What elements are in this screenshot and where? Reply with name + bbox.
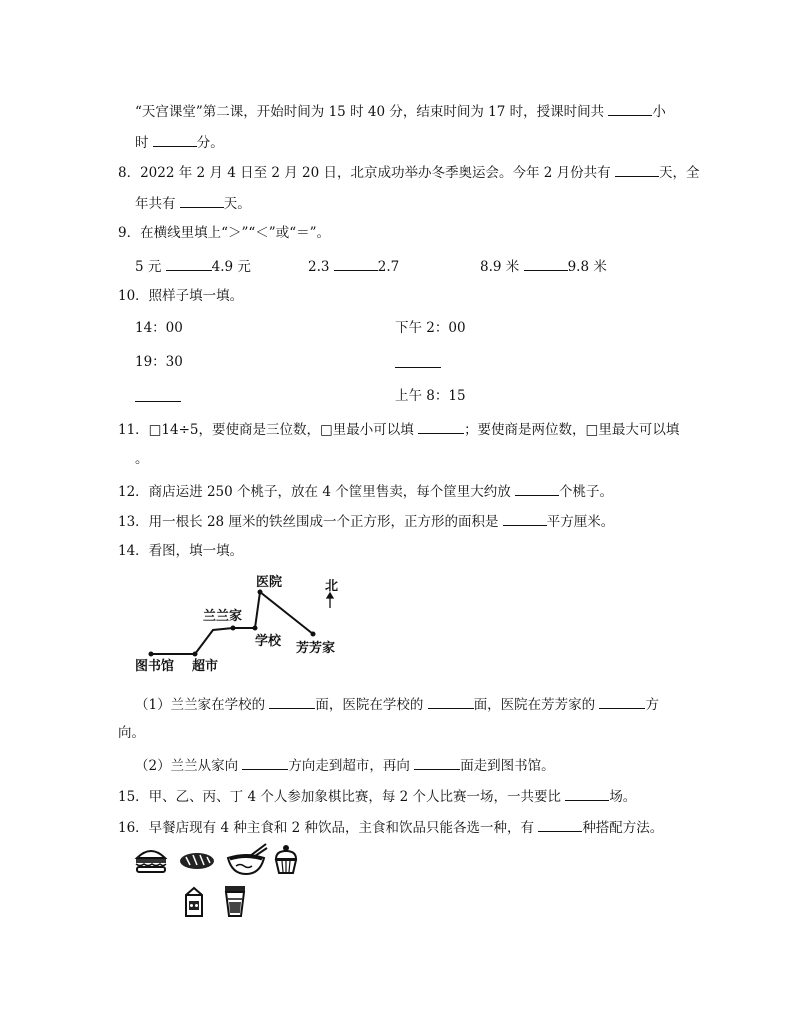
q13-text: 13．用一根长 28 厘米的铁丝围成一个正方形，正方形的面积是 xyxy=(118,514,503,530)
q10-r3-right: 上午 8：15 xyxy=(395,388,466,404)
q9-item-a xyxy=(135,256,251,276)
q10-blank-r2[interactable] xyxy=(395,353,441,368)
q14-sub2-b: 方向走到超市，再向 xyxy=(288,758,415,774)
milk-carton-icon xyxy=(182,886,206,918)
q14-sub1-b: 面，医院在学校的 xyxy=(315,697,428,713)
q7-text2-end: 分。 xyxy=(196,135,224,151)
q14-blank-2[interactable] xyxy=(428,694,474,709)
q8-text2: 年共有 xyxy=(135,196,180,212)
map-label-hospital: 医院 xyxy=(256,574,283,589)
map-label-lanlan: 兰兰家 xyxy=(203,608,243,623)
q14-sub1-line1 xyxy=(135,694,659,714)
map-point-hospital xyxy=(258,590,263,595)
q7-text: “天宫课堂”第二课，开始时间为 15 时 40 分，结束时间为 17 时，授课时间共 xyxy=(135,104,609,120)
map-label-fangfang: 芳芳家 xyxy=(296,640,336,655)
q14-sub1-cont: 向。 xyxy=(118,725,145,741)
map-point-lanlan xyxy=(231,626,236,631)
q10-r3-left xyxy=(135,387,181,407)
q14-blank-1[interactable] xyxy=(269,694,315,709)
q13-line xyxy=(118,511,614,531)
q16-text: 16．早餐店现有 4 种主食和 2 种饮品，主食和饮品只能各选一种，有 xyxy=(118,820,539,836)
bread-icon xyxy=(178,851,216,871)
q7-text-end: 小 xyxy=(652,104,666,120)
drink-cup-icon xyxy=(222,884,248,918)
q12-line xyxy=(118,481,613,501)
q12-text: 12．商店运进 250 个桃子，放在 4 个筐里售卖，每个筐里大约放 xyxy=(118,484,515,500)
q9-item-c xyxy=(480,256,607,276)
q9-a-left: 5 元 xyxy=(135,259,166,275)
q14-blank-3[interactable] xyxy=(599,694,645,709)
q16-text-end: 种搭配方法。 xyxy=(582,820,664,836)
q8-blank-feb-days[interactable] xyxy=(615,162,659,177)
q9-c-left: 8.9 米 xyxy=(480,259,524,275)
q10-r1-right: 下午 2：00 xyxy=(395,320,466,336)
q7-line2 xyxy=(135,132,224,152)
q14-sub1-a: （1）兰兰家在学校的 xyxy=(135,697,270,713)
q9-item-b xyxy=(308,256,399,276)
q9-blank-c[interactable] xyxy=(524,256,568,271)
q8-text2-end: 天。 xyxy=(223,196,251,212)
q14-sub1-c: 面，医院在芳芳家的 xyxy=(473,697,600,713)
q9-b-right: 2.7 xyxy=(377,259,400,275)
q11-text-end: ；要使商是两位数，□里最大可以填 xyxy=(464,422,680,438)
q12-text-end: 个桃子。 xyxy=(559,484,613,500)
map-point-library xyxy=(149,652,154,657)
q8-line1 xyxy=(118,162,699,182)
q9-blank-b[interactable] xyxy=(334,256,378,271)
direction-map-figure xyxy=(133,570,343,678)
q14-sub2-c: 面走到图书馆。 xyxy=(460,758,555,774)
map-label-north: 北 xyxy=(325,578,339,593)
q10-r2-right xyxy=(395,353,441,373)
q8-text-end: 天，全 xyxy=(658,165,700,181)
q9-title: 9．在横线里填上“＞”“＜”或“＝”。 xyxy=(118,225,330,241)
q12-blank[interactable] xyxy=(515,481,559,496)
q9-c-right: 9.8 米 xyxy=(567,259,607,275)
noodle-bowl-icon xyxy=(224,842,268,876)
q11-line1 xyxy=(118,419,679,439)
q11-cont: 。 xyxy=(135,451,149,467)
q10-title: 10．照样子填一填。 xyxy=(118,288,244,304)
q14-blank-5[interactable] xyxy=(414,755,460,770)
map-label-market: 超市 xyxy=(192,658,219,673)
north-arrow-icon xyxy=(327,593,333,608)
q13-text-end: 平方厘米。 xyxy=(546,514,615,530)
map-label-school: 学校 xyxy=(255,633,282,648)
q9-b-left: 2.3 xyxy=(308,259,334,275)
q7-text2: 时 xyxy=(135,135,153,151)
q9-a-right: 4.9 元 xyxy=(211,259,251,275)
q14-blank-4[interactable] xyxy=(242,755,288,770)
q13-blank[interactable] xyxy=(503,511,547,526)
q14-sub2-line xyxy=(135,755,555,775)
q15-line xyxy=(118,786,636,806)
q15-text: 15．甲、乙、丙、丁 4 个人参加象棋比赛，每 2 个人比赛一场，一共要比 xyxy=(118,789,566,805)
q11-text: 11．□14÷5，要使商是三位数，□里最小可以填 xyxy=(118,422,419,438)
q8-blank-year-days[interactable] xyxy=(180,193,224,208)
q14-sub1-d: 方 xyxy=(645,697,659,713)
q14-sub2-a: （2）兰兰从家向 xyxy=(135,758,243,774)
map-route-path xyxy=(151,592,313,654)
map-point-fangfang xyxy=(311,632,316,637)
q16-line xyxy=(118,817,663,837)
hamburger-icon xyxy=(134,846,168,874)
q10-r1-left: 14：00 xyxy=(135,320,183,336)
map-label-library: 图书馆 xyxy=(135,658,175,673)
q9-blank-a[interactable] xyxy=(166,256,212,271)
q8-text: 8．2022 年 2 月 4 日至 2 月 20 日，北京成功举办冬季奥运会。今年 2 月份共有 xyxy=(118,165,615,181)
q10-r2-left: 19：30 xyxy=(135,354,183,370)
q15-text-end: 场。 xyxy=(609,789,637,805)
q16-blank[interactable] xyxy=(538,817,582,832)
q7-blank-hours[interactable] xyxy=(608,101,652,116)
q10-blank-r3[interactable] xyxy=(135,387,181,402)
cupcake-icon xyxy=(273,843,299,875)
q7-blank-minutes[interactable] xyxy=(153,132,197,147)
q14-title: 14．看图，填一填。 xyxy=(118,543,244,559)
map-point-school xyxy=(253,626,258,631)
q11-blank-min[interactable] xyxy=(418,419,464,434)
q15-blank[interactable] xyxy=(565,786,609,801)
q8-line2 xyxy=(135,193,251,213)
map-point-market xyxy=(193,652,198,657)
q7-line1 xyxy=(135,101,666,121)
